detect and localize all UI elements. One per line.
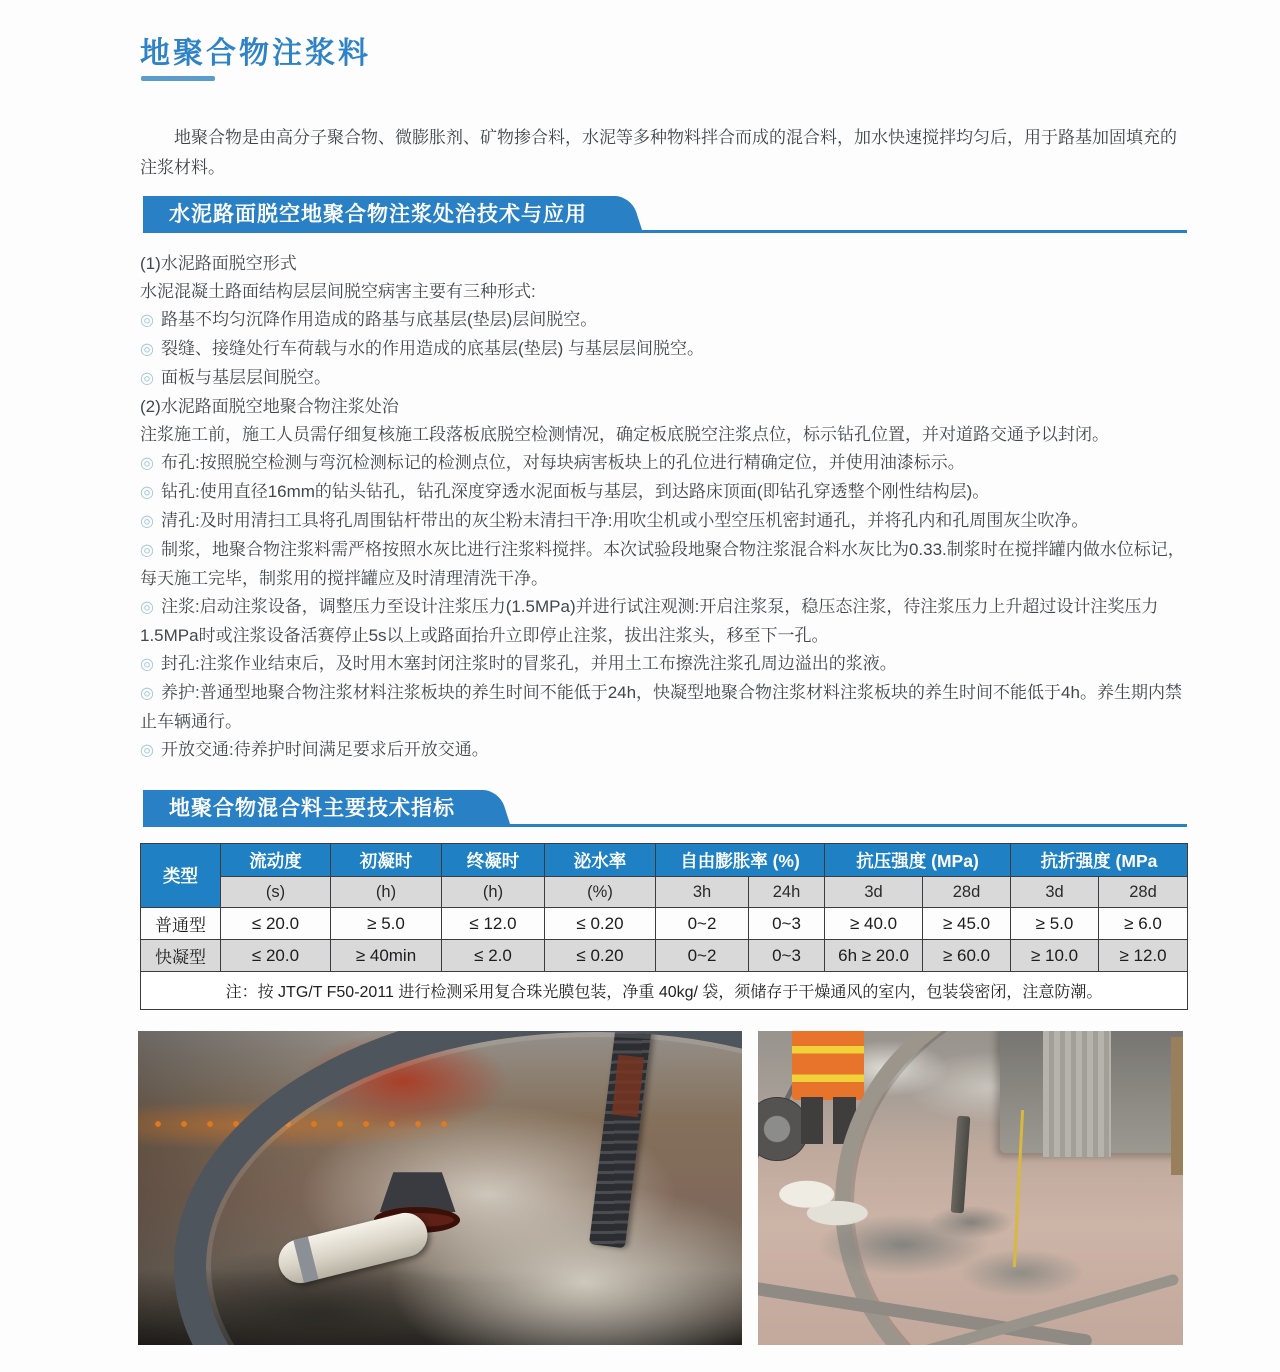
list-item: ◎ 注浆:启动注浆设备，调整压力至设计注浆压力(1.5MPa)并进行试注观测:开启注浆泵，稳压态注浆，待注浆压力上升超过设计注奖压力1.5MPa时或注浆设备活赛停止5s以上或路面抬升立即停止注浆，拔出注浆头，移至下一孔。 <box>140 597 1159 645</box>
list-item: ◎ 裂缝、接缝处行车荷载与水的作用造成的底基层(垫层) 与基层层间脱空。 <box>140 339 705 358</box>
list-item: 注浆施工前，施工人员需仔细复核施工段落板底脱空检测情况，确定板底脱空注浆点位，标示钻孔位置，并对道路交通予以封闭。 <box>140 425 1109 444</box>
target-bullet-icon: ◎ <box>140 513 154 530</box>
target-bullet-icon: ◎ <box>140 685 154 702</box>
value-cell: 0~3 <box>749 940 825 972</box>
col-header-expansion: 自由膨胀率 (%) <box>656 844 825 877</box>
target-bullet-icon: ◎ <box>140 599 154 616</box>
worker-safety-vest <box>792 1031 864 1100</box>
title-accent-dash <box>141 76 215 81</box>
list-item: ◎ 制浆，地聚合物注浆料需严格按照水灰比进行注浆料搅拌。本次试验段地聚合物注浆混合料水灰比为0.33.制浆时在搅拌罐内做水位标记，每天施工完毕，制浆用的搅拌罐应及时清理清洗干净。 <box>140 540 1185 588</box>
photo-construction-site <box>758 1031 1183 1345</box>
list-item: ◎ 钻孔:使用直径16mm的钻头钻孔，钻孔深度穿透水泥面板与基层，到达路床顶面(即钻孔穿透整个刚性结构层)。 <box>140 482 990 501</box>
list-item: ◎ 面板与基层层间脱空。 <box>140 368 331 387</box>
value-cell: ≥ 12.0 <box>1099 940 1188 972</box>
value-cell: ≥ 40min <box>331 940 442 972</box>
list-item: ◎ 封孔:注浆作业结束后，及时用木塞封闭注浆时的冒浆孔，并用土工布擦洗注浆孔周边溢出的浆液。 <box>140 654 897 673</box>
col-header-fluidity: 流动度 <box>221 844 331 877</box>
spec-table <box>140 843 1188 1010</box>
intro-paragraph: 地聚合物是由高分子聚合物、微膨胀剂、矿物掺合料，水泥等多种物料拌合而成的混合料，加水快速搅拌均匀后，用于路基加固填充的注浆材料。 <box>140 128 1177 177</box>
value-cell: ≤ 0.20 <box>545 908 656 940</box>
target-bullet-icon: ◎ <box>140 542 154 559</box>
col-header-bleeding: 泌水率 <box>545 844 656 877</box>
target-bullet-icon: ◎ <box>140 656 154 673</box>
col-header-initial-set: 初凝时 <box>331 844 442 877</box>
col-header-type: 类型 <box>141 844 221 908</box>
value-cell: ≤ 12.0 <box>442 908 545 940</box>
sub-header-cell: 3d <box>1011 877 1099 908</box>
sub-header-cell: 3d <box>825 877 923 908</box>
list-item: ◎ 开放交通:待养护时间满足要求后开放交通。 <box>140 740 489 759</box>
unit-cell: (h) <box>442 877 545 908</box>
list-item: 水泥混凝土路面结构层层间脱空病害主要有三种形式: <box>140 282 536 301</box>
value-cell: ≥ 40.0 <box>825 908 923 940</box>
table-row-fast-type <box>141 940 1188 972</box>
list-item: (2)水泥路面脱空地聚合物注浆处治 <box>140 397 399 416</box>
list-item: ◎ 养护:普通型地聚合物注浆材料注浆板块的养生时间不能低于24h，快凝型地聚合物注浆材料注浆板块的养生时间不能低于4h。养生期内禁止车辆通行。 <box>140 683 1182 731</box>
target-bullet-icon: ◎ <box>140 341 154 358</box>
value-cell: 0~2 <box>656 908 749 940</box>
list-item: ◎ 路基不均匀沉降作用造成的路基与底基层(垫层)层间脱空。 <box>140 310 598 329</box>
target-bullet-icon: ◎ <box>140 742 154 759</box>
value-cell: 6h ≥ 20.0 <box>825 940 923 972</box>
row-label: 普通型 <box>141 908 221 940</box>
target-bullet-icon: ◎ <box>140 484 154 501</box>
value-cell: ≥ 5.0 <box>1011 908 1099 940</box>
col-header-flexural: 抗折强度 (MPa <box>1011 844 1188 877</box>
value-cell: ≤ 2.0 <box>442 940 545 972</box>
sub-header-cell: 24h <box>749 877 825 908</box>
table-note: 注：按 JTG/T F50-2011 进行检测采用复合珠光膜包装，净重 40kg/ 袋，须储存于干燥通风的室内，包装袋密闭，注意防潮。 <box>141 972 1188 1010</box>
value-cell: ≥ 6.0 <box>1099 908 1188 940</box>
row-label: 快凝型 <box>141 940 221 972</box>
cylinder-band <box>293 1236 318 1282</box>
target-bullet-icon: ◎ <box>140 312 154 329</box>
value-cell: ≤ 20.0 <box>221 908 331 940</box>
page-title: 地聚合物注浆料 <box>140 37 371 71</box>
target-bullet-icon: ◎ <box>140 370 154 387</box>
value-cell: ≥ 45.0 <box>923 908 1011 940</box>
value-cell: 0~2 <box>656 940 749 972</box>
value-cell: ≥ 60.0 <box>923 940 1011 972</box>
list-item: (1)水泥路面脱空形式 <box>140 254 297 273</box>
value-cell: 0~3 <box>749 908 825 940</box>
photo-grouting-hole-closeup <box>138 1031 742 1345</box>
section1-content <box>140 250 1189 765</box>
unit-cell: (%) <box>545 877 656 908</box>
col-header-compressive: 抗压强度 (MPa) <box>825 844 1011 877</box>
col-header-final-set: 终凝时 <box>442 844 545 877</box>
sub-header-cell: 3h <box>656 877 749 908</box>
sub-header-cell: 28d <box>1099 877 1188 908</box>
sub-header-cell: 28d <box>923 877 1011 908</box>
list-item: ◎ 清孔:及时用清扫工具将孔周围钻杆带出的灰尘粉末清扫干净:用吹尘机或小型空压机密封通孔，并将孔内和孔周围灰尘吹净。 <box>140 511 1089 530</box>
section-heading-technology: 水泥路面脱空地聚合物注浆处治技术与应用 <box>143 196 621 233</box>
unit-cell: (h) <box>331 877 442 908</box>
value-cell: ≤ 20.0 <box>221 940 331 972</box>
table-row-normal-type <box>141 908 1188 940</box>
unit-cell: (s) <box>221 877 331 908</box>
list-item: ◎ 布孔:按照脱空检测与弯沉检测标记的检测点位，对每块病害板块上的孔位进行精确定位，并使用油漆标示。 <box>140 453 965 472</box>
section-heading-specs: 地聚合物混合料主要技术指标 <box>143 790 489 827</box>
value-cell: ≤ 0.20 <box>545 940 656 972</box>
target-bullet-icon: ◎ <box>140 455 154 472</box>
value-cell: ≥ 5.0 <box>331 908 442 940</box>
value-cell: ≥ 10.0 <box>1011 940 1099 972</box>
